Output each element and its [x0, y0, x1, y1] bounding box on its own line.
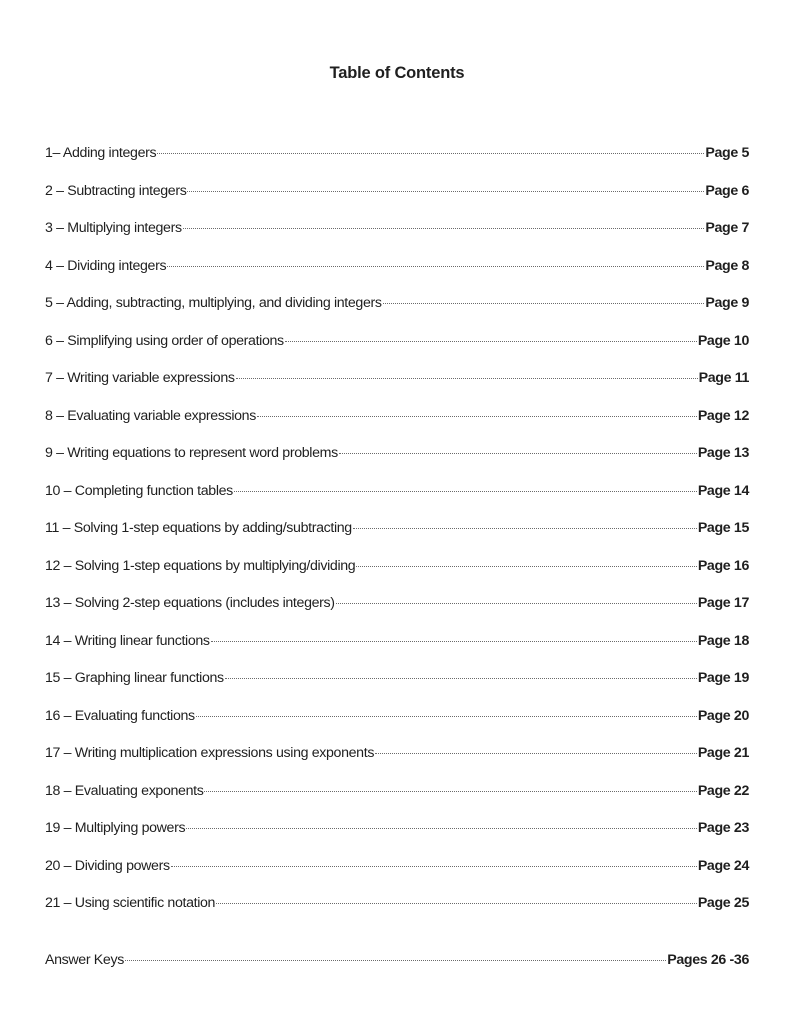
dot-leader — [234, 491, 697, 492]
dot-leader — [187, 191, 704, 192]
toc-entry-answer-keys — [45, 949, 749, 987]
toc-entry-page: Page 22 — [697, 782, 749, 799]
toc-entry-label: 11 – Solving 1-step equations by adding/subtracting — [45, 520, 352, 536]
dot-leader — [216, 903, 697, 904]
toc-entry-page: Page 16 — [697, 557, 749, 574]
toc-entry-page: Page 23 — [697, 820, 749, 836]
dot-leader — [285, 341, 697, 342]
toc-entry-label: 17 – Writing multiplication expressions using exponents — [45, 745, 375, 761]
toc-entry-label: 10 – Completing function tables — [45, 482, 233, 499]
table-of-contents-list — [45, 142, 749, 930]
dot-leader — [196, 716, 697, 717]
toc-entry-page: Page 15 — [697, 520, 749, 536]
dot-leader — [339, 453, 697, 454]
toc-entry-page: Page 18 — [697, 632, 749, 649]
toc-entry-label: 1– Adding integers — [45, 145, 157, 161]
toc-entry — [45, 292, 749, 330]
toc-entry-page: Page 25 — [697, 895, 749, 911]
toc-entry-label: 8 – Evaluating variable expressions — [45, 407, 256, 424]
dot-leader — [336, 603, 697, 604]
toc-entry-page: Page 8 — [705, 257, 749, 274]
toc-entry-label: 12 – Solving 1-step equations by multiplying/dividing — [45, 557, 356, 574]
dot-leader — [204, 791, 696, 792]
dot-leader — [183, 228, 705, 229]
toc-entry-page: Page 12 — [697, 407, 749, 424]
toc-entry-page: Pages 26 -36 — [667, 952, 749, 968]
toc-entry-page: Page 17 — [697, 595, 749, 611]
toc-entry-label: 19 – Multiplying powers — [45, 820, 186, 836]
dot-leader — [171, 866, 697, 867]
toc-entry — [45, 892, 749, 930]
dot-leader — [236, 378, 698, 379]
toc-entry-page: Page 9 — [705, 295, 749, 311]
toc-entry-label: 2 – Subtracting integers — [45, 182, 187, 199]
toc-entry-page: Page 19 — [697, 670, 749, 686]
toc-entry-label: Answer Keys — [45, 952, 124, 968]
toc-entry-label: 7 – Writing variable expressions — [45, 370, 235, 386]
toc-entry-label: 21 – Using scientific notation — [45, 895, 216, 911]
toc-entry-page: Page 21 — [697, 745, 749, 761]
dot-leader — [383, 303, 705, 304]
toc-entry-label: 13 – Solving 2-step equations (includes integers) — [45, 595, 335, 611]
toc-entry — [45, 630, 749, 668]
toc-entry — [45, 517, 749, 555]
toc-entry — [45, 667, 749, 705]
dot-leader — [257, 416, 697, 417]
toc-entry-label: 15 – Graphing linear functions — [45, 670, 224, 686]
toc-entry-page: Page 20 — [697, 707, 749, 724]
toc-entry-label: 18 – Evaluating exponents — [45, 782, 204, 799]
dot-leader — [225, 678, 697, 679]
toc-entry — [45, 255, 749, 293]
toc-entry-page: Page 11 — [698, 370, 749, 386]
toc-entry — [45, 217, 749, 255]
toc-entry-label: 14 – Writing linear functions — [45, 632, 210, 649]
toc-entry-label: 9 – Writing equations to represent word problems — [45, 445, 338, 461]
toc-entry-page: Page 5 — [705, 145, 749, 161]
toc-entry — [45, 555, 749, 593]
toc-entry — [45, 780, 749, 818]
toc-entry — [45, 855, 749, 893]
dot-leader — [186, 828, 697, 829]
dot-leader — [125, 960, 666, 961]
toc-entry — [45, 180, 749, 218]
toc-entry-page: Page 24 — [697, 857, 749, 874]
toc-entry — [45, 742, 749, 780]
dot-leader — [167, 266, 704, 267]
toc-entry — [45, 480, 749, 518]
page-title: Table of Contents — [329, 64, 465, 82]
dot-leader — [353, 528, 697, 529]
dot-leader — [157, 153, 704, 154]
toc-entry — [45, 330, 749, 368]
toc-entry-label: 3 – Multiplying integers — [45, 220, 182, 236]
toc-entry-label: 4 – Dividing integers — [45, 257, 167, 274]
toc-entry — [45, 705, 749, 743]
dot-leader — [211, 641, 697, 642]
toc-entry-page: Page 6 — [705, 182, 749, 199]
dot-leader — [356, 566, 696, 567]
toc-entry — [45, 142, 749, 180]
toc-entry — [45, 442, 749, 480]
toc-entry-page: Page 14 — [697, 482, 749, 499]
toc-entry — [45, 405, 749, 443]
toc-entry-page: Page 7 — [705, 220, 749, 236]
toc-entry — [45, 817, 749, 855]
toc-entry — [45, 592, 749, 630]
dot-leader — [375, 753, 697, 754]
toc-entry-label: 5 – Adding, subtracting, multiplying, and dividing integers — [45, 295, 382, 311]
toc-entry-page: Page 10 — [697, 332, 749, 349]
toc-entry — [45, 367, 749, 405]
toc-entry-label: 6 – Simplifying using order of operations — [45, 332, 284, 349]
toc-entry-label: 20 – Dividing powers — [45, 857, 170, 874]
toc-entry-label: 16 – Evaluating functions — [45, 707, 195, 724]
toc-entry-page: Page 13 — [697, 445, 749, 461]
